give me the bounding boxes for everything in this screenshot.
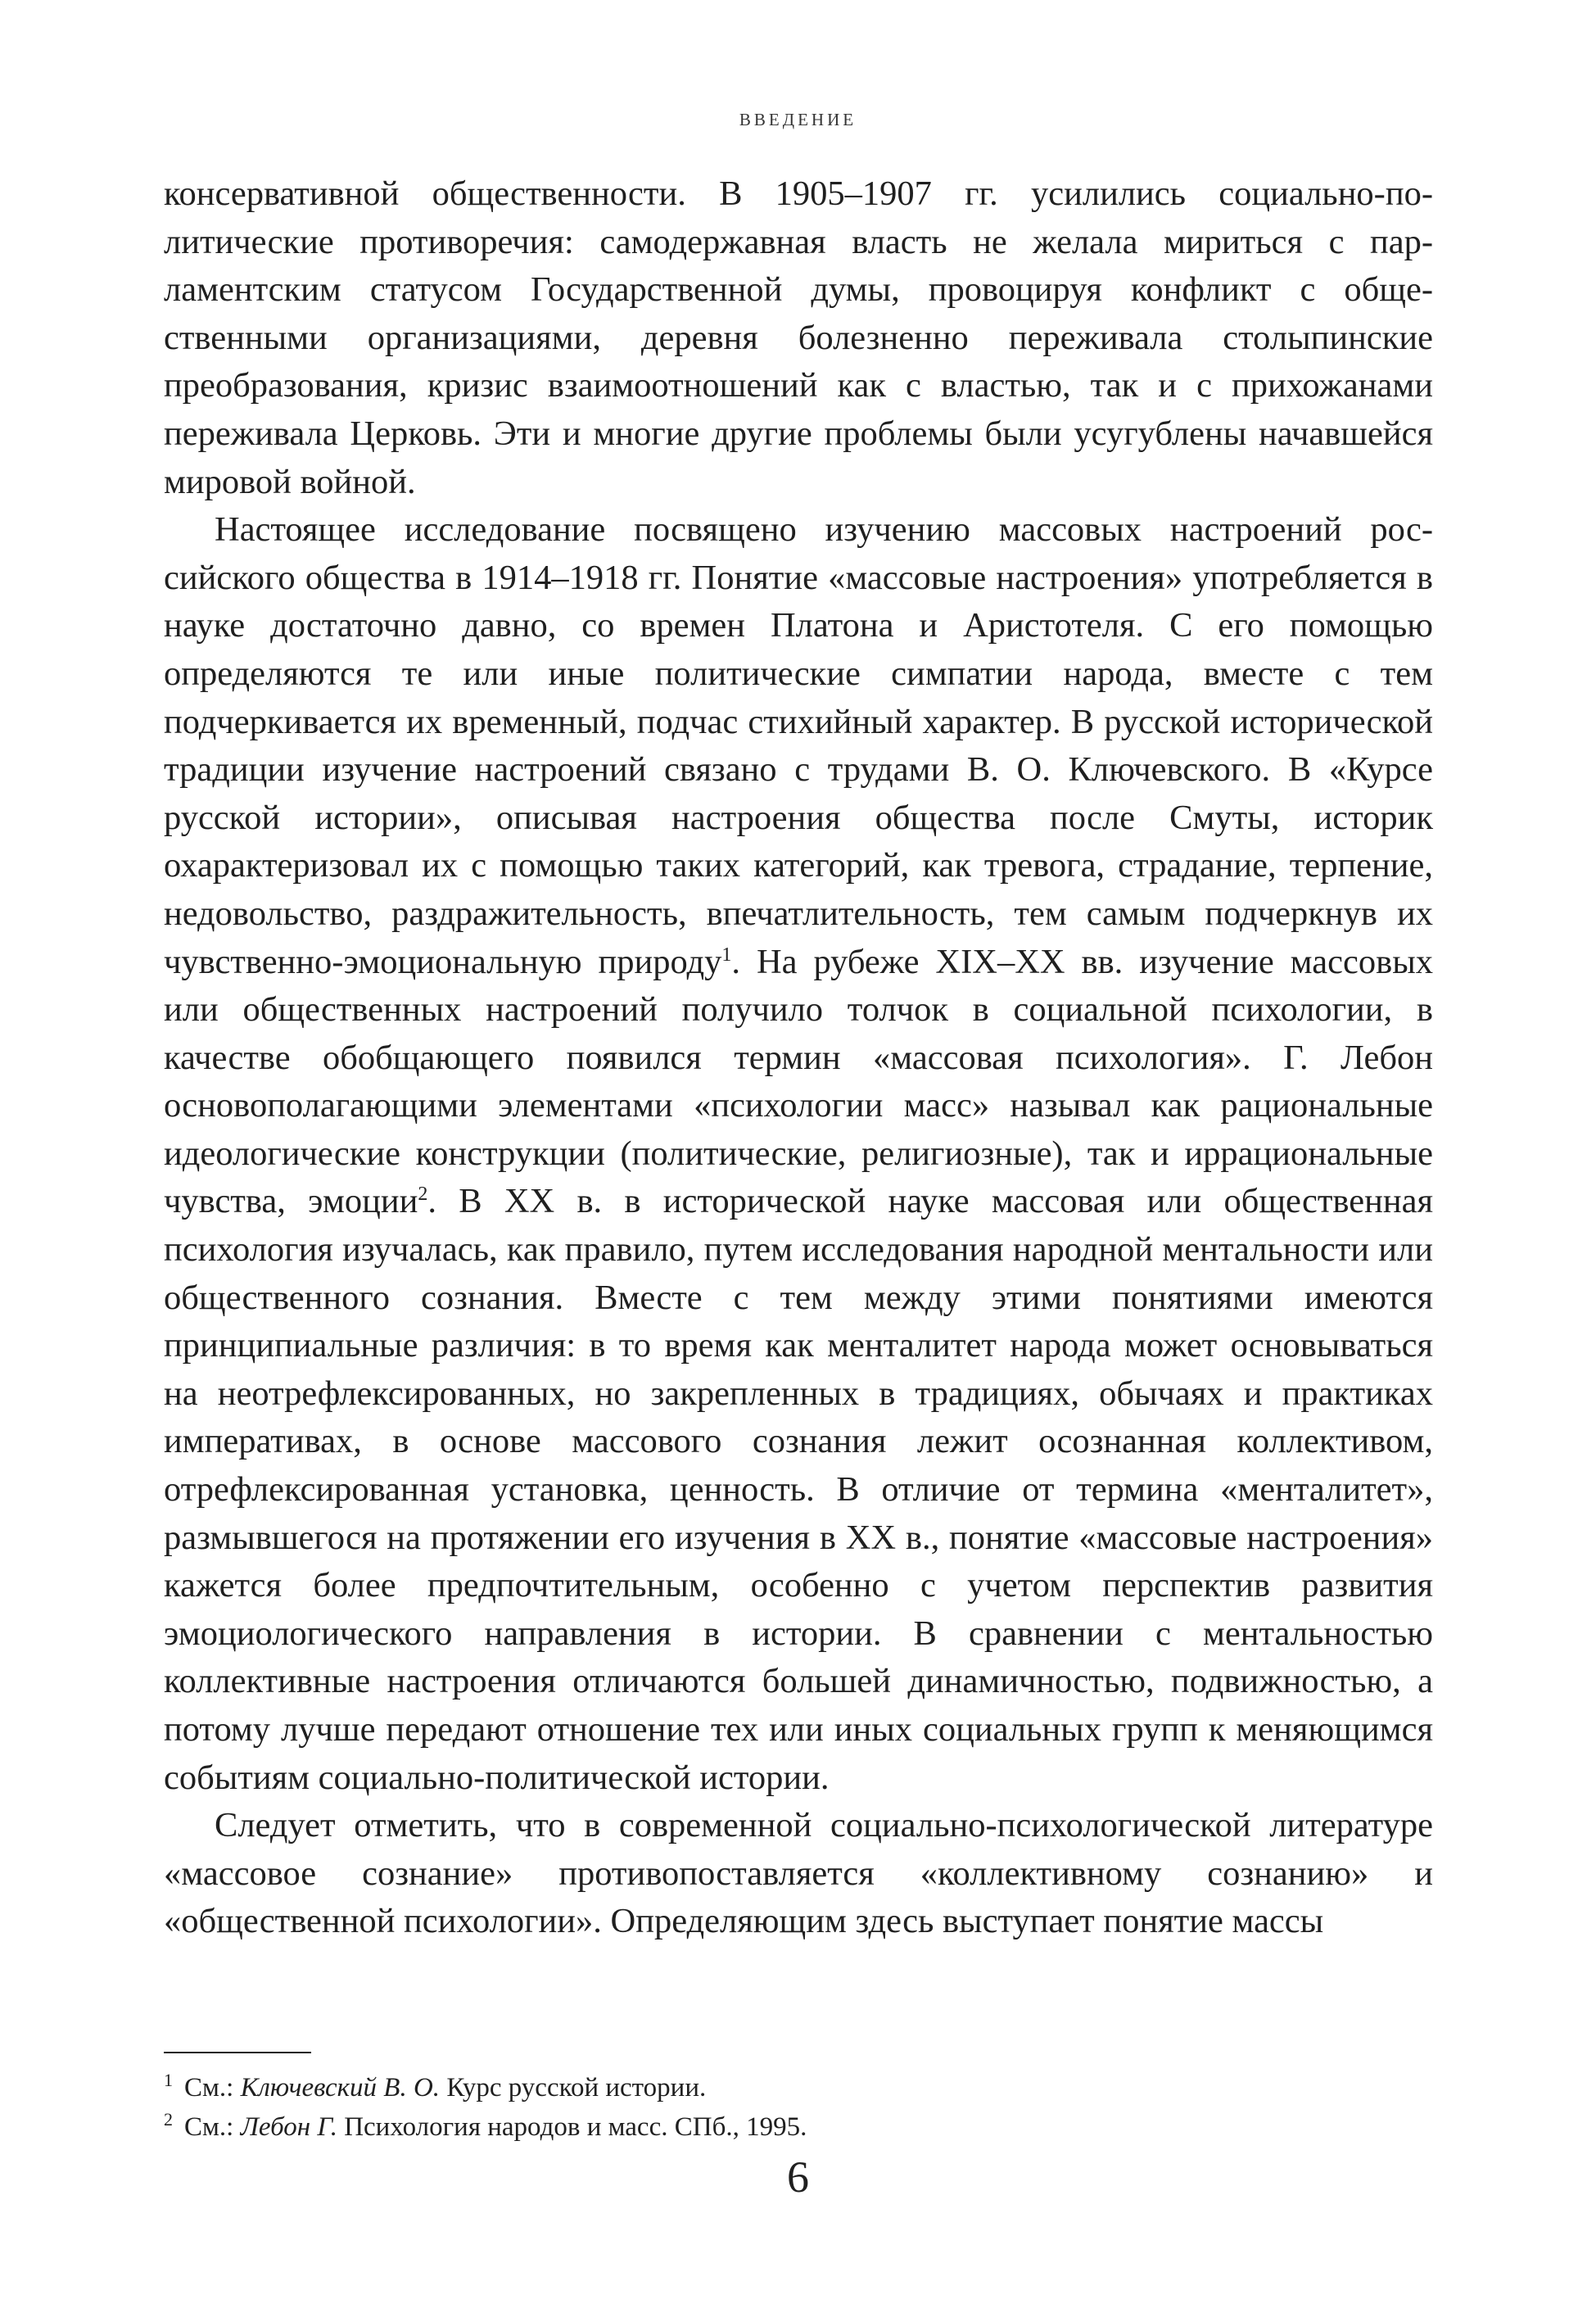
- footnote-2: [164, 2107, 1433, 2147]
- footnote-1-title: Курс русской истории.: [440, 2073, 707, 2102]
- footnote-2-author: Лебон Г.: [240, 2112, 337, 2142]
- footnote-1-author: Ключевский В. О.: [240, 2073, 441, 2102]
- paragraph-2-part-b: . На рубеже XIX–XX вв. изучение массовых или общественных настроений получило толчок в социальной психологии, в качестве обобщающего появился термин «массовая психология». Г. Лебон основополагающими элементами «психологии масс» называл как рациональные идеологические конструкции (политические, религиозные), так и иррациональные чувства, эмоции: [164, 942, 1434, 1221]
- paragraph-1: консервативной общественности. В 1905–1907 гг. усилились социально-политические противоречия: самодержавная власть не желала мириться с парламентским статусом Государственной думы, провоцируя конфликт с общественными организациями, деревня болезненно переживала столыпинские преобразования, кризис взаимоотношений как с властью, так и с прихожанами переживала Церковь. Эти и многие другие проблемы были усугублены начавшейся мировой войной.: [164, 174, 1433, 501]
- footnote-1-prefix: См.:: [184, 2073, 241, 2102]
- page-number: 6: [787, 2152, 809, 2202]
- footnote-ref-2[interactable]: 2: [418, 1184, 428, 1206]
- footnote-2-number: 2: [164, 2109, 173, 2130]
- footnote-divider: [164, 2052, 311, 2053]
- footnote-1-number: 1: [164, 2070, 173, 2090]
- footnote-2-title: Психология народов и масс. СПб., 1995.: [337, 2112, 807, 2142]
- running-head: ВВЕДЕНИЕ: [739, 110, 857, 129]
- footnote-2-prefix: См.:: [184, 2112, 241, 2142]
- footnote-ref-1[interactable]: 1: [721, 944, 732, 966]
- footnotes: [164, 2068, 1433, 2147]
- body-text: [164, 170, 1433, 1946]
- paragraph-2-part-a: Настоящее исследование посвящено изучению массовых настроений российского общества в 1914–1918 гг. Понятие «массовые настроения» употребляется в науке достаточно давно, со времен Платона и Аристотеля. С его помощью определяются те или иные политические симпатии народа, вместе с тем подчеркивается их временный, подчас стихийный характер. В русской исторической традиции изучение настроений связано с трудами В. О. Ключевского. В «Курсе русской истории», описывая настроения общества после Смуты, историк охарактеризовал их с помощью таких категорий, как тревога, страдание, терпение, недовольство, раздражительность, впечатлительность, тем самым подчеркнув их чувственно-эмоциональную природу: [164, 510, 1433, 981]
- footnote-1: [164, 2068, 1433, 2107]
- paragraph-2: [164, 506, 1433, 1802]
- paragraph-2-part-c: . В XX в. в исторической науке массовая или общественная психология изучалась, как правило, путем исследования народной ментальности или общественного сознания. Вместе с тем между этими понятиями имеются принципиальные различия: в то время как менталитет народа может основываться на неотрефлексированных, но закрепленных в традициях, обычаях и практиках императивах, в основе массового сознания лежит осознанная коллективом, отрефлексированная установка, ценность. В отличие от термина «менталитет», размывшегося на протяжении его изучения в XX в., понятие «массовые настроения» кажется более предпочтительным, особенно с учетом перспектив развития эмоциологического направления в истории. В сравнении с ментальностью коллективные настроения отличаются большей динамичностью, подвижностью, а потому лучше передают отношение тех или иных социальных групп к меняющимся событиям социально-политической истории.: [164, 1182, 1433, 1797]
- paragraph-3: Следует отметить, что в современной социально-психологической литературе «массовое сознание» противопоставляется «коллективному сознанию» и «общественной психологии». Определяющим здесь выступает понятие массы: [164, 1806, 1433, 1941]
